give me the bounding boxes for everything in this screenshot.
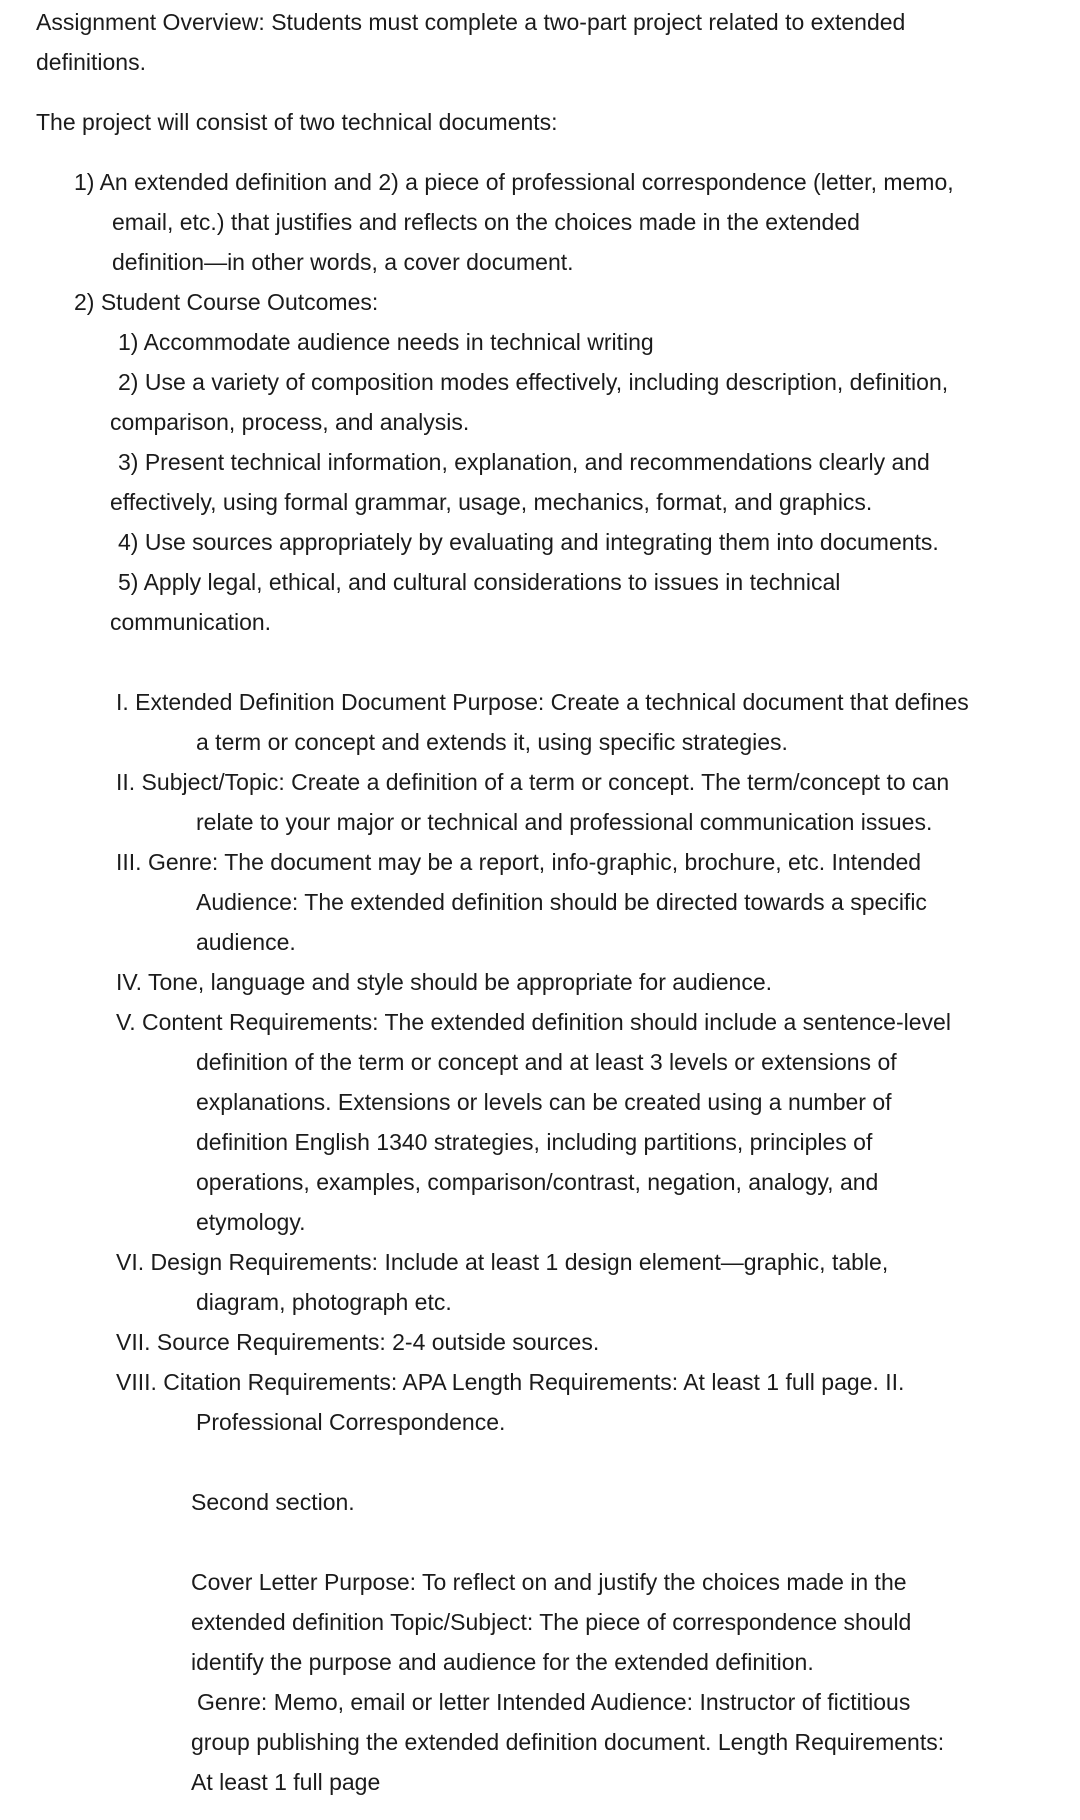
section-vii-line-1: VII. Source Requirements: 2-4 outside sources. <box>116 1329 600 1355</box>
section-vi-line-2: diagram, photograph etc. <box>196 1289 452 1315</box>
sections-list <box>36 682 1046 1442</box>
item-1-line-2: email, etc.) that justifies and reflects on the choices made in the extended <box>112 209 860 235</box>
section-iv-line-1: IV. Tone, language and style should be appropriate for audience. <box>116 969 772 995</box>
outcome-2-line-2: comparison, process, and analysis. <box>110 409 470 435</box>
outcome-4: 4) Use sources appropriately by evaluating and integrating them into documents. <box>118 529 939 555</box>
assignment-document <box>36 2 1046 1802</box>
outcome-2-line-1: 2) Use a variety of composition modes effectively, including description, definition, <box>118 369 949 395</box>
project-intro: The project will consist of two technical documents: <box>36 109 558 135</box>
section-iii-line-3: audience. <box>196 929 296 955</box>
second-section-block <box>36 1482 1046 1802</box>
genre-line-3: At least 1 full page <box>191 1769 381 1795</box>
outcome-3-line-2: effectively, using formal grammar, usage, mechanics, format, and graphics. <box>110 489 873 515</box>
section-v-line-2: definition of the term or concept and at least 3 levels or extensions of <box>196 1049 897 1075</box>
outcome-1: 1) Accommodate audience needs in technical writing <box>118 329 654 355</box>
section-iii-line-1: III. Genre: The document may be a report, info-graphic, brochure, etc. Intended <box>116 849 922 875</box>
section-vi-line-1: VI. Design Requirements: Include at least 1 design element—graphic, table, <box>116 1249 889 1275</box>
section-v-line-5: operations, examples, comparison/contrast, negation, analogy, and <box>196 1169 879 1195</box>
genre-line-2: group publishing the extended definition document. Length Requirements: <box>191 1729 945 1755</box>
item-2-heading: 2) Student Course Outcomes: <box>74 289 379 315</box>
section-v-line-1: V. Content Requirements: The extended definition should include a sentence-level <box>116 1009 951 1035</box>
section-iii-line-2: Audience: The extended definition should be directed towards a specific <box>196 889 927 915</box>
item-2 <box>36 282 1046 322</box>
section-ii-line-2: relate to your major or technical and professional communication issues. <box>196 809 933 835</box>
overview-line-1: Assignment Overview: Students must complete a two-part project related to extended <box>36 9 906 35</box>
section-i-line-1: I. Extended Definition Document Purpose: Create a technical document that defines <box>116 689 969 715</box>
item-1-line-1: 1) An extended definition and 2) a piece of professional correspondence (letter, memo, <box>74 169 954 195</box>
section-viii-line-2: Professional Correspondence. <box>196 1409 506 1435</box>
section-i-line-2: a term or concept and extends it, using specific strategies. <box>196 729 788 755</box>
section-v-line-6: etymology. <box>196 1209 306 1235</box>
cover-letter-line-1: Cover Letter Purpose: To reflect on and justify the choices made in the <box>191 1569 907 1595</box>
outcome-5-line-2: communication. <box>110 609 272 635</box>
genre-line-1: Genre: Memo, email or letter Intended Audience: Instructor of fictitious <box>197 1689 911 1715</box>
cover-letter-line-3: identify the purpose and audience for the extended definition. <box>191 1649 814 1675</box>
section-viii-line-1: VIII. Citation Requirements: APA Length Requirements: At least 1 full page. II. <box>116 1369 905 1395</box>
section-v-line-4: definition English 1340 strategies, including partitions, principles of <box>196 1129 873 1155</box>
item-1-line-3: definition—in other words, a cover document. <box>112 249 574 275</box>
item-1 <box>36 162 1046 282</box>
section-v-line-3: explanations. Extensions or levels can be created using a number of <box>196 1089 892 1115</box>
outcomes-list <box>36 322 1046 642</box>
section-ii-line-1: II. Subject/Topic: Create a definition of a term or concept. The term/concept to can <box>116 769 950 795</box>
second-section-heading: Second section. <box>191 1489 355 1515</box>
outcome-5-line-1: 5) Apply legal, ethical, and cultural considerations to issues in technical <box>118 569 841 595</box>
overview-line-2: definitions. <box>36 49 146 75</box>
cover-letter-line-2: extended definition Topic/Subject: The piece of correspondence should <box>191 1609 912 1635</box>
outcome-3-line-1: 3) Present technical information, explanation, and recommendations clearly and <box>118 449 930 475</box>
